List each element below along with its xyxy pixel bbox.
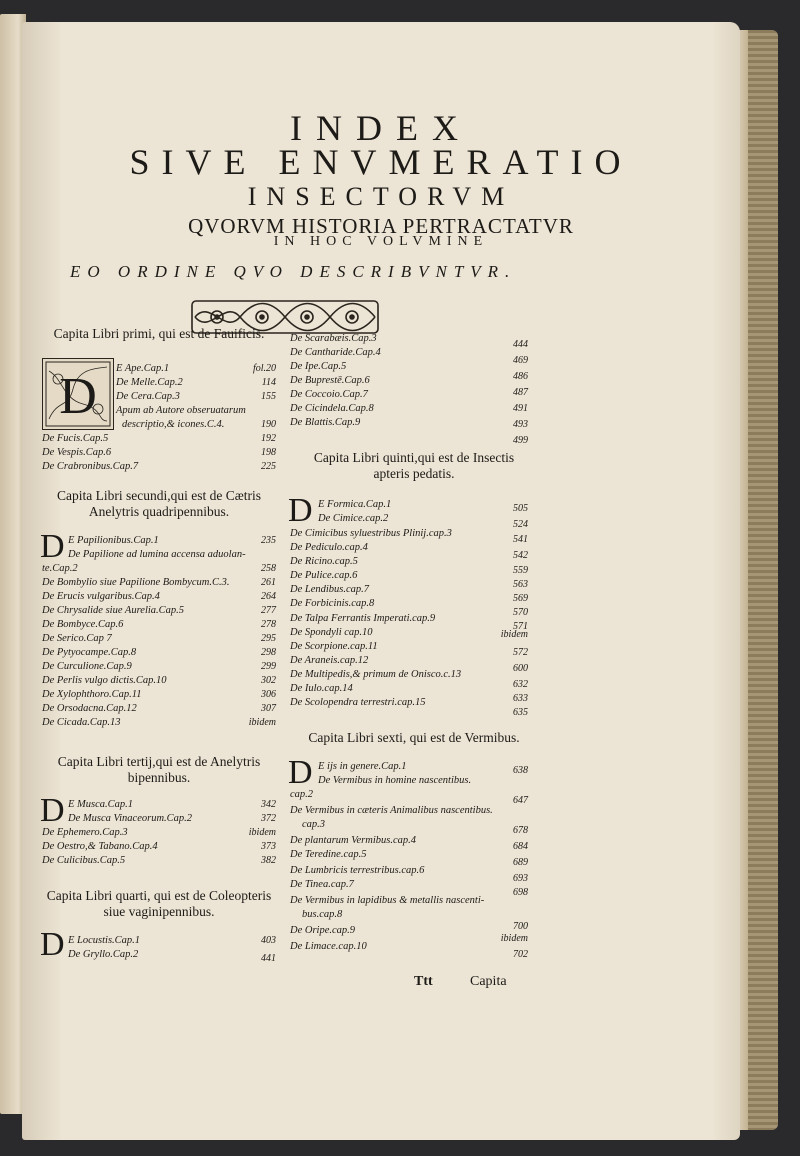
page-number: 702 (513, 949, 528, 960)
index-entry: E Locustis.Cap.1 (68, 935, 141, 946)
title-line-6: EO ORDINE QVO DESCRIBVNTVR. (70, 262, 517, 281)
index-entry: De Limace.cap.10 (290, 941, 367, 952)
index-entry: De Scarabæis.Cap.3 (290, 333, 377, 344)
page-number: 278 (261, 619, 276, 630)
index-entry: De Lumbricis terrestribus.cap.6 (290, 865, 425, 876)
index-entry: De Gryllo.Cap.2 (68, 949, 139, 960)
index-entry: De Oripe.cap.9 (290, 925, 356, 936)
index-entry: De Forbicinis.cap.8 (290, 598, 375, 609)
page-number: 563 (513, 579, 528, 590)
index-entry: De Multipedis,& primum de Onisco.c.13 (290, 669, 462, 680)
index-entry: E Musca.Cap.1 (68, 799, 134, 810)
index-entry: De Ipe.Cap.5 (290, 361, 347, 372)
svg-text:D: D (59, 368, 97, 425)
page-number: fol.20 (252, 363, 276, 374)
index-entry: De Bombyce.Cap.6 (42, 619, 124, 630)
index-entry: De Cera.Cap.3 (116, 391, 180, 402)
index-entry: De Melle.Cap.2 (116, 377, 183, 388)
title-line-4: QVORVM HISTORIA PERTRACTATVR (188, 214, 574, 238)
page-number: 302 (261, 675, 276, 686)
index-entry: De Oestro,& Tabano.Cap.4 (42, 841, 158, 852)
initial-letter: D (288, 754, 313, 791)
page-number: 298 (261, 647, 276, 658)
page-number: 403 (261, 935, 276, 946)
index-entry: De Blattis.Cap.9 (290, 417, 361, 428)
page-number: 198 (261, 447, 276, 458)
index-entry: E Ape.Cap.1 (116, 363, 170, 374)
page-number: 684 (513, 841, 528, 852)
page-number: 261 (261, 577, 276, 588)
index-entry: De Pulice.cap.6 (290, 570, 358, 581)
initial-letter: D (288, 492, 313, 529)
page-number: 264 (261, 591, 276, 602)
book-cover-edge (748, 30, 778, 1130)
title-line-5: IN HOC VOLVMINE (273, 234, 489, 249)
title-line-2: SIVE ENVMERATIO (129, 142, 633, 182)
index-entry: E ijs in genere.Cap.1 (318, 761, 407, 772)
index-entry: De Buprestē.Cap.6 (290, 375, 370, 386)
page-number: 114 (261, 377, 276, 388)
page-number: 559 (513, 565, 528, 576)
index-entry: De Xylophthoro.Cap.11 (42, 689, 142, 700)
page-number: 342 (261, 799, 276, 810)
book2-heading: Capita Libri secundi,qui est de Cætris (57, 488, 261, 503)
page-number: 693 (513, 873, 528, 884)
index-entry: De Vermibus in homine nascentibus. (318, 775, 472, 786)
page-number: 569 (513, 593, 528, 604)
index-entry: De Cimice.cap.2 (318, 513, 389, 524)
book-page (22, 22, 740, 1140)
book5-heading: Capita Libri quinti,qui est de Insectis (313, 450, 515, 465)
page-number: 689 (513, 857, 528, 868)
index-entry: De Cimicibus syluestribus Plinij.cap.3 (290, 528, 452, 539)
index-entry: De plantarum Vermibus.cap.4 (290, 835, 416, 846)
title-line-3: INSECTORVM (247, 182, 515, 211)
page-number: 295 (261, 633, 276, 644)
page-number: 441 (261, 953, 276, 964)
index-entry: cap.3 (302, 819, 326, 830)
page-number: 638 (513, 765, 528, 776)
page-number: ibidem (248, 717, 276, 728)
page-number: 225 (261, 461, 276, 472)
page-number: 499 (513, 435, 528, 446)
index-entry: De Vermibus in cæteris Animalibus nascentibus. (290, 805, 493, 816)
page-number: 306 (261, 689, 276, 700)
index-entry: De Teredine.cap.5 (290, 849, 367, 860)
page-number: 493 (513, 419, 528, 430)
book5-heading-cont: apteris pedatis. (373, 466, 455, 481)
title-line-1: INDEX (290, 108, 472, 148)
index-entry: De Chrysalide siue Aurelia.Cap.5 (42, 605, 185, 616)
initial-letter: D (40, 528, 65, 565)
index-entry: De Spondyli cap.10 (290, 627, 373, 638)
book3-heading-cont: bipennibus. (127, 770, 191, 785)
page-number: 635 (513, 707, 528, 718)
index-entry: De Curculione.Cap.9 (42, 661, 132, 672)
page-number: 600 (513, 663, 528, 674)
index-entry: De Tinea.cap.7 (290, 879, 354, 890)
index-entry: De Vespis.Cap.6 (42, 447, 112, 458)
book1-heading: Capita Libri primi, qui est de Fauificis. (53, 326, 265, 341)
page-number: ibidem (248, 827, 276, 838)
page-number: 382 (261, 855, 276, 866)
page-number: 570 (513, 607, 528, 618)
page-number: 307 (261, 703, 276, 714)
index-entry: cap.2 (290, 789, 314, 800)
index-entry: De Cantharide.Cap.4 (290, 347, 381, 358)
page-number: 277 (261, 605, 276, 616)
page-number: 571 (513, 621, 528, 632)
index-entry: De Crabronibus.Cap.7 (42, 461, 139, 472)
page-number: 572 (513, 647, 528, 658)
index-entry: De Cicada.Cap.13 (42, 717, 121, 728)
page-number: 372 (261, 813, 276, 824)
index-entry: De Perlis vulgo dictis.Cap.10 (42, 675, 167, 686)
page-number: 647 (513, 795, 528, 806)
initial-letter: D (40, 926, 65, 963)
catchword: Capita (470, 974, 507, 989)
index-entry: E Formica.Cap.1 (318, 499, 392, 510)
page-number: 299 (261, 661, 276, 672)
index-entry: De Lendibus.cap.7 (290, 584, 370, 595)
page-number: 192 (261, 433, 276, 444)
page-number: 190 (261, 419, 276, 430)
decorated-initial-d-icon (42, 358, 114, 430)
index-entry: De Bombylio siue Papilione Bombycum.C.3. (42, 577, 230, 588)
page-number: 444 (513, 339, 528, 350)
page-number: 155 (261, 391, 276, 402)
page-number: 486 (513, 371, 528, 382)
index-entry: De Talpa Ferrantis Imperati.cap.9 (290, 613, 436, 624)
book3-heading: Capita Libri tertij,qui est de Anelytris (57, 754, 261, 769)
book4-heading-cont: siue vaginipennibus. (103, 904, 215, 919)
index-entry: De Musca Vinaceorum.Cap.2 (68, 813, 193, 824)
page-number: 633 (513, 693, 528, 704)
page-number: ibidem (500, 629, 528, 640)
page-number: 469 (513, 355, 528, 366)
index-entry: De Fucis.Cap.5 (42, 433, 109, 444)
page-number: 524 (513, 519, 528, 530)
page-number: 632 (513, 679, 528, 690)
index-entry: De Papilione ad lumina accensa aduolan- (68, 549, 246, 560)
index-entry: E Papilionibus.Cap.1 (68, 535, 159, 546)
index-entry: De Cicindela.Cap.8 (290, 403, 374, 414)
index-entry: De Pytyocampe.Cap.8 (42, 647, 137, 658)
index-entry: De Vermibus in lapidibus & metallis nascenti- (290, 895, 485, 906)
page-number: 373 (261, 841, 276, 852)
index-entry: De Serico.Cap 7 (42, 633, 112, 644)
index-entry: Apum ab Autore obseruatarum (116, 405, 246, 416)
index-entry: De Scolopendra terrestri.cap.15 (290, 697, 426, 708)
index-entry: De Ephemero.Cap.3 (42, 827, 128, 838)
book4-heading: Capita Libri quarti, qui est de Coleopteris (46, 888, 272, 903)
page-number: 491 (513, 403, 528, 414)
page-number: 678 (513, 825, 528, 836)
page-number: 235 (261, 535, 276, 546)
index-entry: De Coccoio.Cap.7 (290, 389, 368, 400)
page-number: 487 (513, 387, 528, 398)
page-number: 542 (513, 550, 528, 561)
initial-letter: D (40, 792, 65, 829)
index-entry: De Ricino.cap.5 (290, 556, 358, 567)
index-entry: bus.cap.8 (302, 909, 343, 920)
index-entry: De Iulo.cap.14 (290, 683, 353, 694)
index-entry: De Pediculo.cap.4 (290, 542, 368, 553)
index-entry: descriptio,& icones.C.4. (122, 419, 225, 430)
signature-mark: Ttt (414, 974, 433, 989)
book2-heading-cont: Anelytris quadripennibus. (88, 504, 230, 519)
index-entry: te.Cap.2 (42, 563, 78, 574)
book6-heading: Capita Libri sexti, qui est de Vermibus. (308, 730, 520, 745)
page-number: 258 (261, 563, 276, 574)
page-number: 700 (513, 921, 528, 932)
index-entry: De Scorpione.cap.11 (290, 641, 378, 652)
page-number: 505 (513, 503, 528, 514)
index-entry: De Araneis.cap.12 (290, 655, 369, 666)
page-number: ibidem (500, 933, 528, 944)
index-entry: De Erucis vulgaribus.Cap.4 (42, 591, 160, 602)
page-number: 541 (513, 534, 528, 545)
index-entry: De Culicibus.Cap.5 (42, 855, 126, 866)
index-entry: De Orsodacna.Cap.12 (42, 703, 137, 714)
page-number: 698 (513, 887, 528, 898)
